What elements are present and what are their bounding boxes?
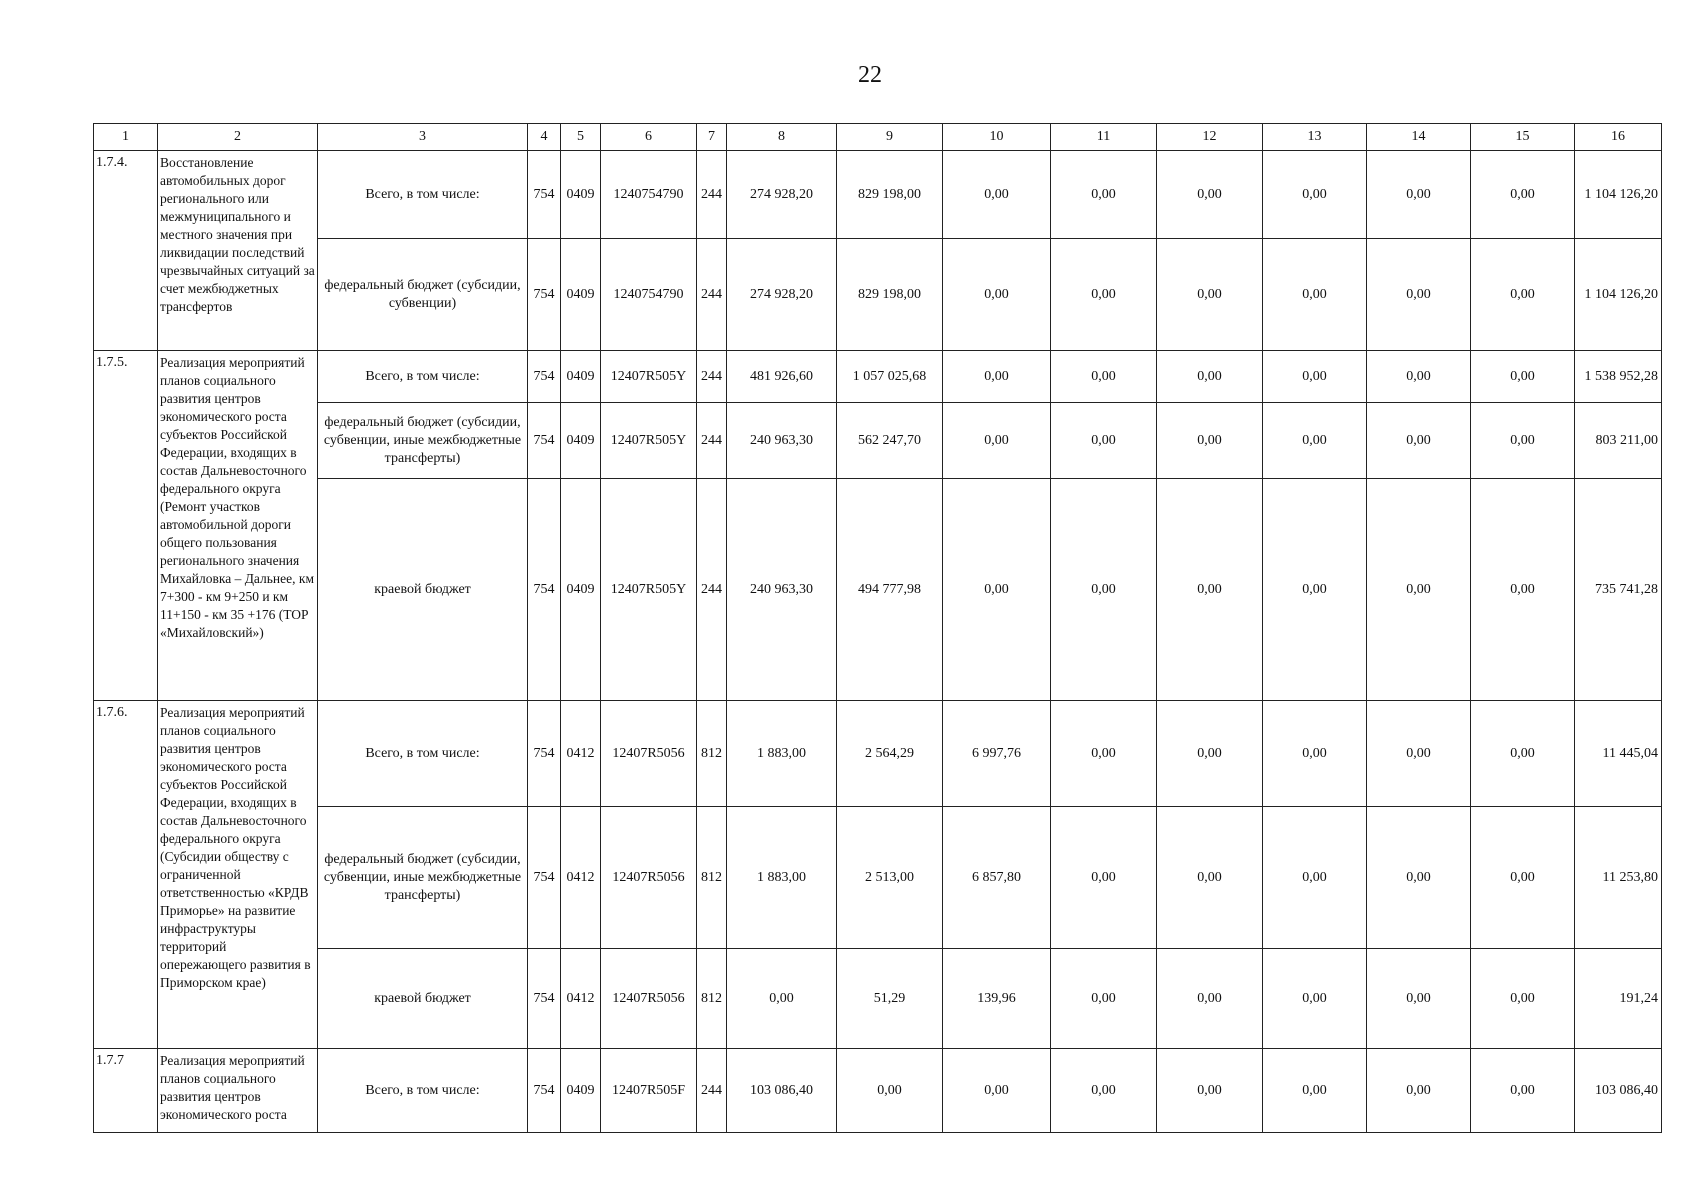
funding-source: краевой бюджет: [318, 479, 528, 701]
cell-6: 12407R505Y: [601, 479, 697, 701]
cell-8: 481 926,60: [727, 351, 837, 403]
cell-5: 0412: [561, 701, 601, 807]
cell-11: 0,00: [1051, 351, 1157, 403]
header-cell: 12: [1157, 124, 1263, 151]
table-row: [94, 403, 1662, 479]
cell-15: 0,00: [1471, 807, 1575, 949]
header-cell: 3: [318, 124, 528, 151]
item-name: Реализация мероприятий планов социального развития центров экономического роста субъектов Российской Федерации, входящих в состав Дальневосточного федерального округа (Ремонт участков автомобильной дороги общего пользования регионального значения Михайловка – Дальнее, км 7+300 - км 9+250 и км 11+150 - км 35 +176 (ТОР «Михайловский»): [158, 351, 318, 701]
cell-7: 812: [697, 701, 727, 807]
item-name: Восстановление автомобильных дорог регионального или межмуниципального и местного значения при ликвидации последствий чрезвычайных ситуаций за счет межбюджетных трансфертов: [158, 151, 318, 351]
cell-6: 1240754790: [601, 151, 697, 239]
cell-8: 274 928,20: [727, 239, 837, 351]
cell-16: 1 104 126,20: [1575, 151, 1662, 239]
cell-16: 191,24: [1575, 949, 1662, 1049]
item-number: 1.7.4.: [94, 151, 158, 351]
cell-12: 0,00: [1157, 479, 1263, 701]
cell-13: 0,00: [1263, 351, 1367, 403]
cell-4: 754: [528, 807, 561, 949]
cell-6: 12407R505F: [601, 1049, 697, 1133]
cell-15: 0,00: [1471, 403, 1575, 479]
cell-10: 0,00: [943, 151, 1051, 239]
cell-7: 244: [697, 239, 727, 351]
funding-source: Всего, в том числе:: [318, 351, 528, 403]
table-row: [94, 351, 1662, 403]
cell-6: 12407R5056: [601, 701, 697, 807]
budget-table: [93, 123, 1662, 1133]
cell-4: 754: [528, 701, 561, 807]
cell-5: 0409: [561, 479, 601, 701]
funding-source: Всего, в том числе:: [318, 1049, 528, 1133]
item-number: 1.7.7: [94, 1049, 158, 1133]
cell-5: 0409: [561, 351, 601, 403]
cell-4: 754: [528, 239, 561, 351]
cell-12: 0,00: [1157, 807, 1263, 949]
cell-7: 244: [697, 403, 727, 479]
cell-11: 0,00: [1051, 151, 1157, 239]
item-number: 1.7.6.: [94, 701, 158, 1049]
cell-16: 1 538 952,28: [1575, 351, 1662, 403]
cell-7: 812: [697, 949, 727, 1049]
cell-12: 0,00: [1157, 701, 1263, 807]
cell-13: 0,00: [1263, 151, 1367, 239]
cell-6: 12407R505Y: [601, 403, 697, 479]
cell-5: 0409: [561, 403, 601, 479]
cell-5: 0412: [561, 949, 601, 1049]
header-cell: 13: [1263, 124, 1367, 151]
cell-7: 244: [697, 151, 727, 239]
header-cell: 7: [697, 124, 727, 151]
cell-14: 0,00: [1367, 479, 1471, 701]
cell-14: 0,00: [1367, 807, 1471, 949]
cell-8: 240 963,30: [727, 479, 837, 701]
header-cell: 11: [1051, 124, 1157, 151]
cell-7: 244: [697, 1049, 727, 1133]
header-cell: 8: [727, 124, 837, 151]
cell-4: 754: [528, 949, 561, 1049]
cell-9: 829 198,00: [837, 239, 943, 351]
cell-12: 0,00: [1157, 1049, 1263, 1133]
cell-10: 6 997,76: [943, 701, 1051, 807]
cell-13: 0,00: [1263, 949, 1367, 1049]
cell-5: 0412: [561, 807, 601, 949]
cell-14: 0,00: [1367, 351, 1471, 403]
table-header-row: [94, 124, 1662, 151]
cell-5: 0409: [561, 239, 601, 351]
cell-8: 274 928,20: [727, 151, 837, 239]
table-body: [94, 124, 1662, 1133]
cell-16: 11 253,80: [1575, 807, 1662, 949]
cell-13: 0,00: [1263, 403, 1367, 479]
cell-16: 1 104 126,20: [1575, 239, 1662, 351]
item-name: Реализация мероприятий планов социального развития центров экономического роста субъектов Российской Федерации, входящих в состав Дальневосточного федерального округа (Субсидии обществу с ограниченной ответственностью «КРДВ Приморье» на развитие инфраструктуры территорий опережающего развития в Приморском крае): [158, 701, 318, 1049]
funding-source: Всего, в том числе:: [318, 151, 528, 239]
cell-8: 1 883,00: [727, 701, 837, 807]
cell-4: 754: [528, 1049, 561, 1133]
cell-16: 803 211,00: [1575, 403, 1662, 479]
cell-10: 6 857,80: [943, 807, 1051, 949]
header-cell: 9: [837, 124, 943, 151]
cell-9: 562 247,70: [837, 403, 943, 479]
cell-6: 12407R505Y: [601, 351, 697, 403]
cell-11: 0,00: [1051, 701, 1157, 807]
cell-11: 0,00: [1051, 479, 1157, 701]
cell-14: 0,00: [1367, 701, 1471, 807]
cell-15: 0,00: [1471, 479, 1575, 701]
cell-10: 0,00: [943, 479, 1051, 701]
cell-14: 0,00: [1367, 1049, 1471, 1133]
funding-source: Всего, в том числе:: [318, 701, 528, 807]
page-number: 22: [858, 62, 882, 88]
cell-13: 0,00: [1263, 479, 1367, 701]
header-cell: 4: [528, 124, 561, 151]
header-cell: 15: [1471, 124, 1575, 151]
cell-6: 1240754790: [601, 239, 697, 351]
header-cell: 10: [943, 124, 1051, 151]
cell-6: 12407R5056: [601, 807, 697, 949]
header-cell: 5: [561, 124, 601, 151]
header-cell: 14: [1367, 124, 1471, 151]
cell-9: 0,00: [837, 1049, 943, 1133]
cell-5: 0409: [561, 1049, 601, 1133]
cell-16: 103 086,40: [1575, 1049, 1662, 1133]
cell-4: 754: [528, 151, 561, 239]
cell-10: 0,00: [943, 351, 1051, 403]
header-cell: 2: [158, 124, 318, 151]
cell-12: 0,00: [1157, 351, 1263, 403]
table-row: [94, 949, 1662, 1049]
cell-13: 0,00: [1263, 239, 1367, 351]
cell-14: 0,00: [1367, 403, 1471, 479]
cell-16: 735 741,28: [1575, 479, 1662, 701]
cell-14: 0,00: [1367, 151, 1471, 239]
cell-8: 1 883,00: [727, 807, 837, 949]
cell-15: 0,00: [1471, 701, 1575, 807]
cell-10: 139,96: [943, 949, 1051, 1049]
cell-15: 0,00: [1471, 239, 1575, 351]
cell-15: 0,00: [1471, 1049, 1575, 1133]
table-row: [94, 807, 1662, 949]
cell-8: 0,00: [727, 949, 837, 1049]
cell-9: 51,29: [837, 949, 943, 1049]
funding-source: федеральный бюджет (субсидии, субвенции): [318, 239, 528, 351]
cell-14: 0,00: [1367, 949, 1471, 1049]
cell-8: 103 086,40: [727, 1049, 837, 1133]
cell-6: 12407R5056: [601, 949, 697, 1049]
table-row: [94, 479, 1662, 701]
cell-12: 0,00: [1157, 239, 1263, 351]
header-cell: 1: [94, 124, 158, 151]
cell-7: 812: [697, 807, 727, 949]
cell-10: 0,00: [943, 403, 1051, 479]
cell-11: 0,00: [1051, 403, 1157, 479]
funding-source: федеральный бюджет (субсидии, субвенции, иные межбюджетные трансферты): [318, 807, 528, 949]
cell-13: 0,00: [1263, 701, 1367, 807]
cell-12: 0,00: [1157, 151, 1263, 239]
cell-9: 494 777,98: [837, 479, 943, 701]
item-number: 1.7.5.: [94, 351, 158, 701]
table-row: [94, 151, 1662, 239]
item-name: Реализация мероприятий планов социального развития центров экономического роста: [158, 1049, 318, 1133]
cell-12: 0,00: [1157, 403, 1263, 479]
cell-7: 244: [697, 479, 727, 701]
header-cell: 16: [1575, 124, 1662, 151]
table-row: [94, 239, 1662, 351]
cell-12: 0,00: [1157, 949, 1263, 1049]
cell-9: 2 564,29: [837, 701, 943, 807]
cell-9: 2 513,00: [837, 807, 943, 949]
cell-15: 0,00: [1471, 351, 1575, 403]
cell-5: 0409: [561, 151, 601, 239]
cell-4: 754: [528, 403, 561, 479]
cell-9: 829 198,00: [837, 151, 943, 239]
cell-13: 0,00: [1263, 1049, 1367, 1133]
cell-8: 240 963,30: [727, 403, 837, 479]
cell-11: 0,00: [1051, 949, 1157, 1049]
cell-4: 754: [528, 479, 561, 701]
cell-10: 0,00: [943, 1049, 1051, 1133]
cell-13: 0,00: [1263, 807, 1367, 949]
cell-11: 0,00: [1051, 239, 1157, 351]
cell-11: 0,00: [1051, 1049, 1157, 1133]
table-row: [94, 701, 1662, 807]
funding-source: федеральный бюджет (субсидии, субвенции, иные межбюджетные трансферты): [318, 403, 528, 479]
cell-15: 0,00: [1471, 151, 1575, 239]
cell-16: 11 445,04: [1575, 701, 1662, 807]
cell-7: 244: [697, 351, 727, 403]
cell-11: 0,00: [1051, 807, 1157, 949]
cell-10: 0,00: [943, 239, 1051, 351]
cell-4: 754: [528, 351, 561, 403]
header-cell: 6: [601, 124, 697, 151]
cell-14: 0,00: [1367, 239, 1471, 351]
cell-9: 1 057 025,68: [837, 351, 943, 403]
table-row: [94, 1049, 1662, 1133]
funding-source: краевой бюджет: [318, 949, 528, 1049]
cell-15: 0,00: [1471, 949, 1575, 1049]
